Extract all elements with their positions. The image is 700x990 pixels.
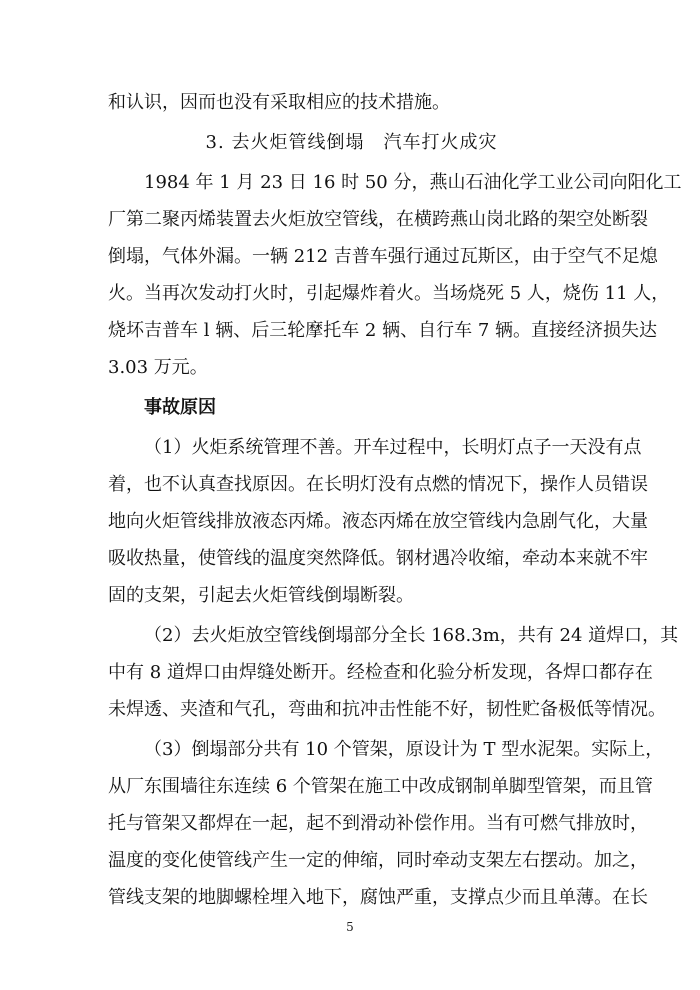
- paragraph-1-line-2: 厂第二聚丙烯装置去火炬放空管线，在横跨燕山岗北路的架空处断裂: [108, 209, 648, 230]
- cause-3-line-1: （3）倒塌部分共有 10 个管架，原设计为 T 型水泥架。实际上，: [144, 739, 664, 760]
- cause-2-line-3: 未焊透、夹渣和气孔，弯曲和抗冲击性能不好，韧性贮备极低等情况。: [108, 699, 666, 720]
- paragraph-1-line-5: 烧坏吉普车 l 辆、后三轮摩托车 2 辆、自行车 7 辆。直接经济损失达: [108, 320, 657, 341]
- paragraph-1-line-1: 1984 年 1 月 23 日 16 时 50 分，燕山石油化学工业公司向阳化工: [144, 172, 682, 193]
- cause-1-line-3: 地向火炬管线排放液态丙烯。液态丙烯在放空管线内急剧气化，大量: [108, 511, 648, 532]
- cause-1-line-1: （1）火炬系统管理不善。开车过程中，长明灯点子一天没有点: [144, 437, 642, 458]
- cause-2-line-1: （2）去火炬放空管线倒塌部分全长 168.3m，共有 24 道焊口，其: [144, 625, 679, 646]
- cause-3-line-4: 温度的变化使管线产生一定的伸缩，同时牵动支架左右摆动。加之，: [108, 850, 648, 871]
- section-heading: 3. 去火炬管线倒塌 汽车打火成灾: [205, 132, 498, 153]
- cause-3-line-3: 托与管架又都焊在一起，起不到滑动补偿作用。当有可燃气排放时，: [108, 813, 648, 834]
- paragraph-1-line-6: 3.03 万元。: [108, 357, 208, 378]
- cause-3-line-5: 管线支架的地脚螺栓埋入地下，腐蚀严重，支撑点少而且单薄。在长: [108, 887, 648, 908]
- subheading-accident-cause: 事故原因: [144, 397, 216, 418]
- document-page: [108, 84, 682, 916]
- text-line-continuation: 和认识，因而也没有采取相应的技术措施。: [108, 92, 450, 113]
- cause-3-line-2: 从厂东围墙往东连续 6 个管架在施工中改成钢制单脚型管架，而且管: [108, 776, 653, 797]
- cause-1-line-4: 吸收热量，使管线的温度突然降低。钢材遇冷收缩，牵动本来就不牢: [108, 548, 648, 569]
- paragraph-1-line-4: 火。当再次发动打火时，引起爆炸着火。当场烧死 5 人，烧伤 11 人，: [108, 283, 670, 304]
- page-number: 5: [346, 920, 354, 934]
- paragraph-1-line-3: 倒塌，气体外漏。一辆 212 吉普车强行通过瓦斯区，由于空气不足熄: [108, 246, 658, 267]
- cause-1-line-5: 固的支架，引起去火炬管线倒塌断裂。: [108, 585, 414, 606]
- cause-1-line-2: 着，也不认真查找原因。在长明灯没有点燃的情况下，操作人员错误: [108, 474, 648, 495]
- cause-2-line-2: 中有 8 道焊口由焊缝处断开。经检查和化验分析发现，各焊口都存在: [108, 662, 653, 683]
